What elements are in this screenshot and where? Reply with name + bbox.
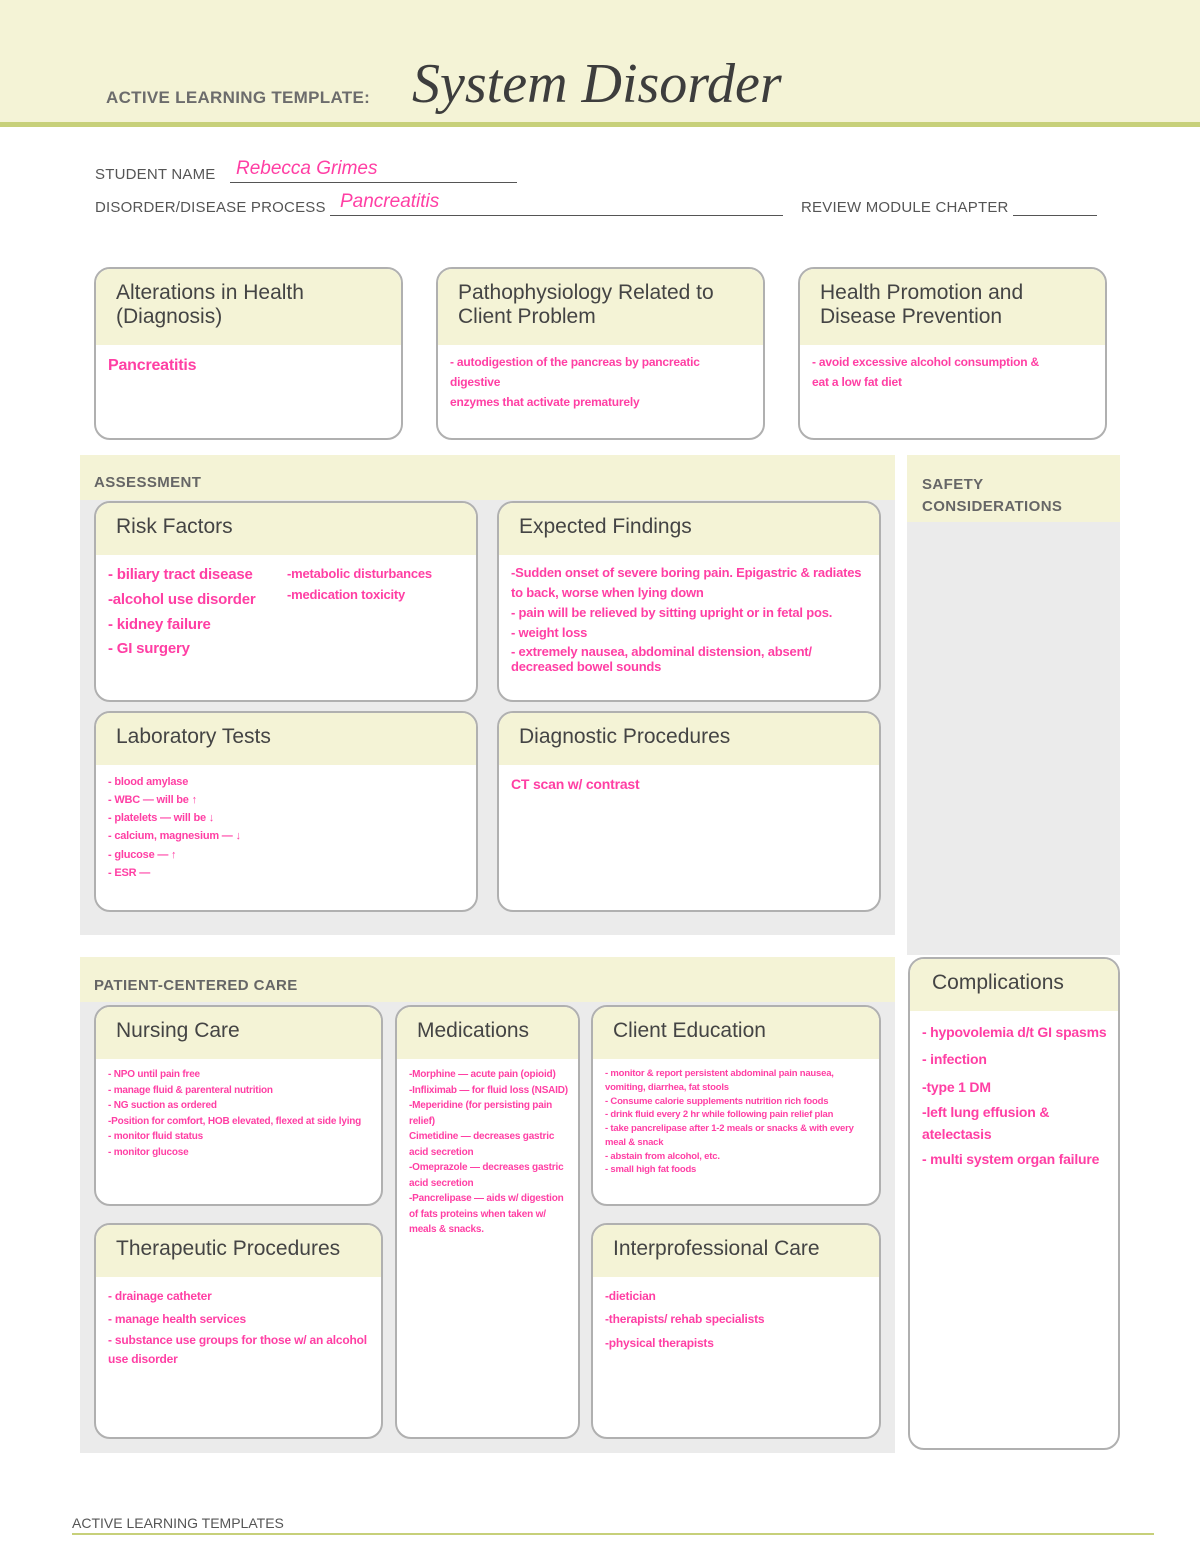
- nursing-care-item: - NG suction as ordered: [108, 1100, 217, 1111]
- medication-item: -Pancrelipase — aids w/ digestion of fats proteins when taken w/ meals & snacks.: [409, 1193, 564, 1235]
- interprofessional-care-title: Interprofessional Care: [593, 1225, 879, 1277]
- medications-title: Medications: [397, 1007, 578, 1059]
- footer-text: ACTIVE LEARNING TEMPLATES: [72, 1515, 284, 1531]
- health-promotion-note: eat a low fat diet: [812, 374, 902, 389]
- disorder-label: DISORDER/DISEASE PROCESS: [95, 199, 326, 216]
- student-name-line: [230, 182, 517, 183]
- medication-item: -Omeprazole — decreases gastric acid secretion: [409, 1162, 564, 1189]
- expected-finding-item: -Sudden onset of severe boring pain. Epigastric & radiates to back, worse when lying down: [511, 565, 862, 601]
- interprofessional-care-box[interactable]: [591, 1223, 881, 1439]
- client-education-item: - monitor & report persistent abdominal pain nausea, vomiting, diarrhea, fat stools: [605, 1068, 834, 1093]
- expected-finding-item: - pain will be relieved by sitting upright or in fetal pos.: [511, 605, 833, 621]
- pathophysiology-box[interactable]: [436, 267, 765, 440]
- header-rule: [0, 122, 1200, 127]
- pathophysiology-title: Pathophysiology Related to Client Problem: [438, 269, 763, 345]
- assessment-tab: [80, 455, 895, 500]
- complication-item: - multi system organ failure: [922, 1150, 1100, 1167]
- student-name-field[interactable]: Rebecca Grimes: [236, 158, 378, 179]
- therapeutic-procedures-box[interactable]: [94, 1223, 383, 1439]
- footer-rule: [72, 1533, 1154, 1535]
- safety-title: SAFETY CONSIDERATIONS: [922, 476, 1063, 515]
- lab-test-item: - WBC — will be ↑: [108, 794, 197, 807]
- laboratory-tests-box[interactable]: [94, 711, 478, 912]
- client-education-item: - abstain from alcohol, etc.: [605, 1150, 720, 1162]
- risk-factor-item: -metabolic disturbances: [287, 566, 432, 581]
- client-education-item: - Consume calorie supplements nutrition rich foods: [605, 1095, 829, 1107]
- complication-item: -type 1 DM: [922, 1078, 991, 1095]
- header-prefix: ACTIVE LEARNING TEMPLATE:: [106, 88, 371, 107]
- complication-item: - hypovolemia d/t GI spasms: [922, 1024, 1107, 1040]
- interprofessional-care-item: -dietician: [605, 1289, 656, 1303]
- health-promotion-title: Health Promotion and Disease Prevention: [800, 269, 1105, 345]
- pathophysiology-note: enzymes that activate prematurely: [450, 394, 640, 409]
- health-promotion-note: - avoid excessive alcohol consumption &: [812, 355, 1039, 369]
- client-education-item: - drink fluid every 2 hr while following pain relief plan: [605, 1109, 834, 1121]
- medications-box[interactable]: [395, 1005, 580, 1439]
- medication-item: Cimetidine — decreases gastric acid secretion: [409, 1131, 555, 1158]
- client-education-box[interactable]: [591, 1005, 881, 1206]
- complication-item: - infection: [922, 1051, 987, 1068]
- therapeutic-procedures-title: Therapeutic Procedures: [96, 1225, 381, 1277]
- student-name-label: STUDENT NAME: [95, 166, 216, 183]
- medication-item: -Meperidine (for persisting pain relief): [409, 1100, 553, 1127]
- lab-test-item: - blood amylase: [108, 776, 189, 788]
- client-education-item: - small high fat foods: [605, 1164, 697, 1176]
- expected-findings-title: Expected Findings: [499, 503, 879, 555]
- nursing-care-item: -Position for comfort, HOB elevated, flexed at side lying: [108, 1115, 362, 1127]
- nursing-care-item: - manage fluid & parenteral nutrition: [108, 1084, 273, 1096]
- diagnostic-procedures-box[interactable]: [497, 711, 881, 912]
- therapeutic-procedure-item: - manage health services: [108, 1311, 246, 1326]
- risk-factors-box[interactable]: [94, 501, 478, 702]
- nursing-care-box[interactable]: [94, 1005, 383, 1206]
- laboratory-tests-title: Laboratory Tests: [96, 713, 476, 765]
- therapeutic-procedure-item: - drainage catheter: [108, 1289, 212, 1303]
- review-module-label: REVIEW MODULE CHAPTER: [801, 199, 1009, 216]
- medication-item: -Morphine — acute pain (opioid): [409, 1069, 556, 1080]
- client-education-item: - take pancrelipase after 1-2 meals or snacks & with every meal & snack: [605, 1123, 854, 1148]
- health-promotion-box[interactable]: [798, 267, 1107, 440]
- expected-finding-item: - extremely nausea, abdominal distension, absent/ decreased bowel sounds: [511, 643, 812, 675]
- disorder-line: [330, 215, 783, 216]
- page-title: System Disorder: [412, 53, 782, 115]
- risk-factor-item: - biliary tract disease: [108, 566, 253, 583]
- nursing-care-item: - monitor fluid status: [108, 1131, 204, 1142]
- nursing-care-title: Nursing Care: [96, 1007, 381, 1059]
- lab-test-item: - platelets — will be ↓: [108, 812, 215, 825]
- lab-test-item: - ESR —: [108, 866, 150, 879]
- alterations-in-health-title: Alterations in Health (Diagnosis): [96, 269, 401, 345]
- risk-factor-item: -alcohol use disorder: [108, 590, 256, 608]
- disorder-field[interactable]: Pancreatitis: [340, 191, 440, 212]
- diagnostic-procedures-title: Diagnostic Procedures: [499, 713, 879, 765]
- diagnostic-procedure-item: CT scan w/ contrast: [511, 776, 640, 792]
- lab-test-item: - calcium, magnesium — ↓: [108, 830, 241, 843]
- nursing-care-item: - NPO until pain free: [108, 1069, 200, 1080]
- alterations-in-health-box[interactable]: [94, 267, 403, 440]
- client-education-title: Client Education: [593, 1007, 879, 1059]
- risk-factors-title: Risk Factors: [96, 503, 476, 555]
- therapeutic-procedure-item: - substance use groups for those w/ an alcohol use disorder: [108, 1332, 367, 1366]
- interprofessional-care-item: -physical therapists: [605, 1335, 714, 1350]
- lab-test-item: - glucose — ↑: [108, 848, 177, 861]
- review-module-line: [1013, 215, 1097, 216]
- nursing-care-item: - monitor glucose: [108, 1146, 189, 1158]
- medication-item: -Infliximab — for fluid loss (NSAID): [409, 1084, 568, 1096]
- risk-factor-item: - kidney failure: [108, 615, 211, 633]
- expected-findings-box[interactable]: [497, 501, 881, 702]
- interprofessional-care-item: -therapists/ rehab specialists: [605, 1312, 765, 1327]
- assessment-title: ASSESSMENT: [94, 474, 202, 491]
- safety-panel: [907, 455, 1120, 955]
- risk-factor-item: - GI surgery: [108, 640, 190, 658]
- complication-item: -left lung effusion & atelectasis: [922, 1103, 1050, 1143]
- pathophysiology-note: - autodigestion of the pancreas by pancreatic digestive: [450, 355, 700, 389]
- complications-title: Complications: [910, 959, 1118, 1011]
- alterations-note: Pancreatitis: [108, 357, 197, 374]
- expected-finding-item: - weight loss: [511, 625, 588, 641]
- complications-box[interactable]: [908, 957, 1120, 1450]
- patient-centered-care-title: PATIENT-CENTERED CARE: [94, 977, 298, 994]
- risk-factor-item: -medication toxicity: [287, 587, 406, 603]
